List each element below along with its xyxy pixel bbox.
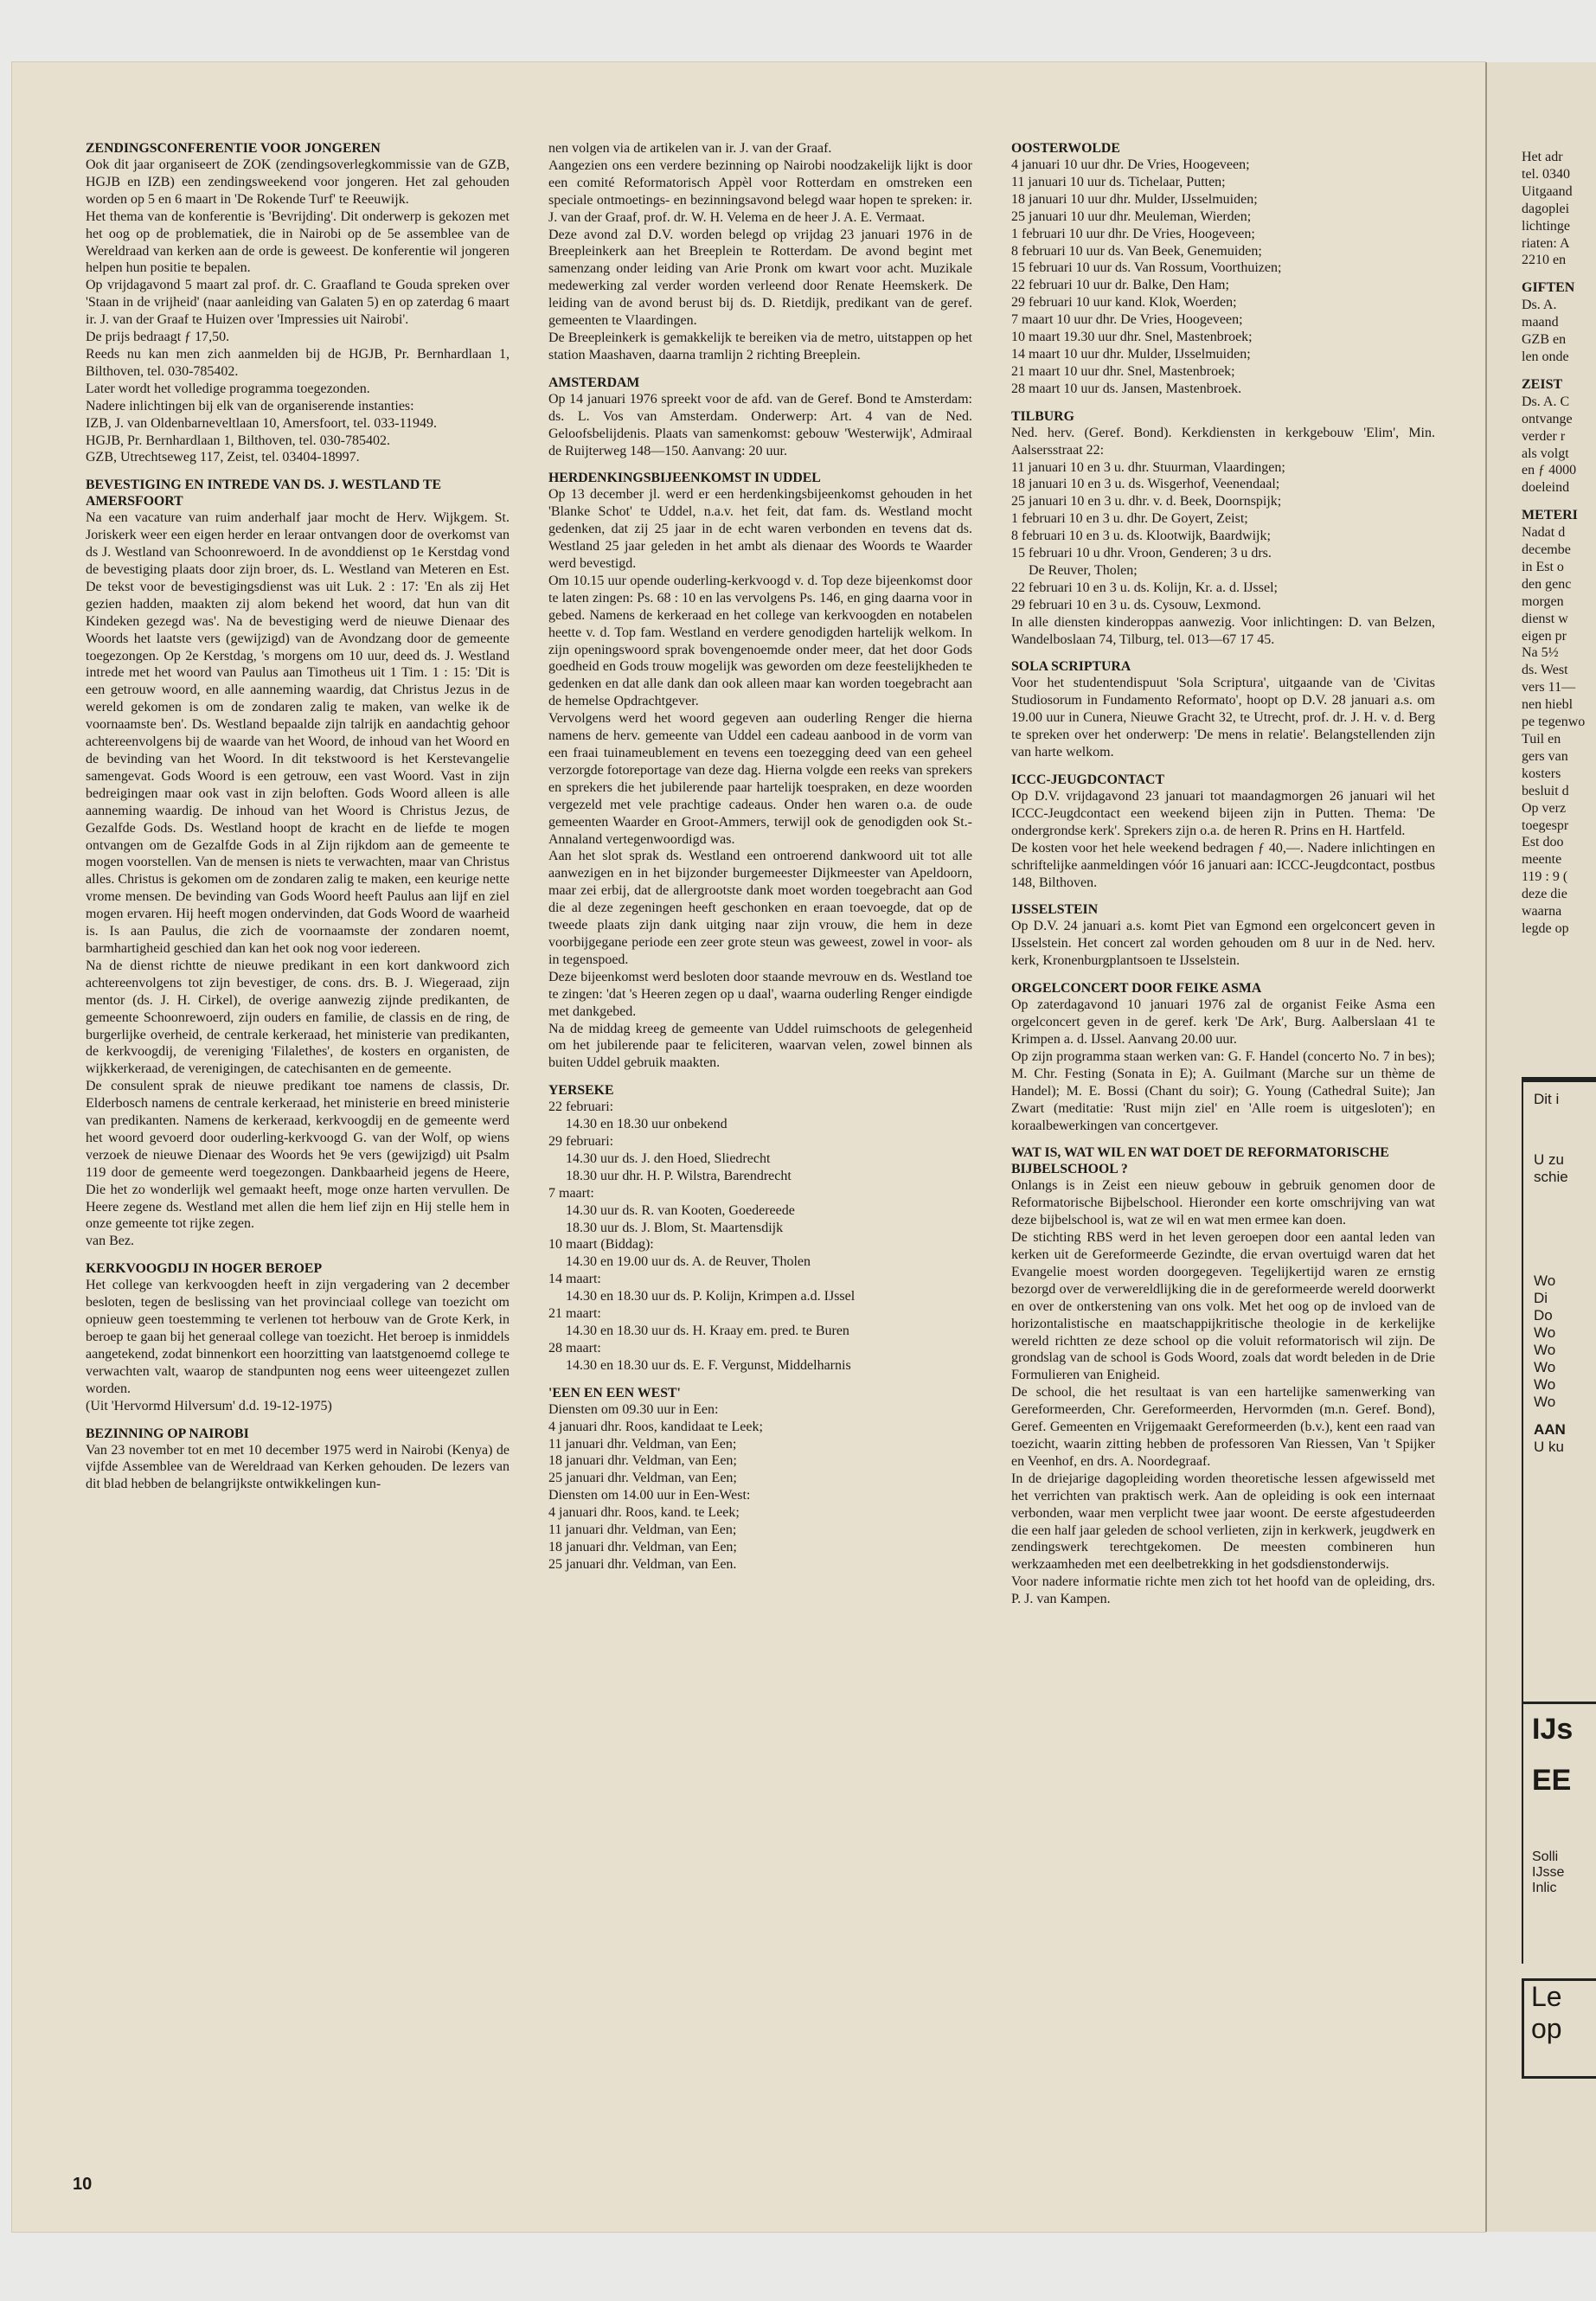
article xyxy=(1011,658,1435,761)
fragment-line: en ƒ 4000 xyxy=(1522,463,1577,478)
article-heading: OOSTERWOLDE xyxy=(1011,141,1120,156)
fragment-heading: ZEIST xyxy=(1522,376,1563,392)
fragment-line: deze die xyxy=(1522,887,1567,902)
article-paragraph: Deze avond zal D.V. worden belegd op vrijdag 23 januari 1976 in de Breepleinkerk aan het Breeplein te Rotterdam. De avond begint met samenzang onder leiding van Arie Pronk om kwart voor acht. Muzikale medewerking zal verder worden verleend door Renate Heemskerk. De leiding van de avond berust bij ds. D. Rietdijk, predikant van de geref. gemeenten te Vlaardingen. xyxy=(548,227,972,329)
schedule-line: 29 februari 10 uur kand. Klok, Woerden; xyxy=(1011,295,1237,311)
ad-text: U zu xyxy=(1534,1151,1564,1168)
ad-day: Wo xyxy=(1534,1324,1556,1341)
oosterwolde-schedule xyxy=(1011,140,1435,398)
schedule-line: 25 januari dhr. Veldman, van Een; xyxy=(548,1471,737,1486)
article-heading: SOLA SCRIPTURA xyxy=(1011,659,1131,675)
fragment-line: Nadat d xyxy=(1522,525,1566,541)
fragment-line: len onde xyxy=(1522,349,1569,364)
article-paragraph: Nadere inlichtingen bij elk van de organiserende instanties: xyxy=(86,398,414,413)
ad-text: schie xyxy=(1534,1169,1568,1185)
fragment-line: Est doo xyxy=(1522,835,1564,850)
article-paragraph: Na een vacature van ruim anderhalf jaar mocht de Herv. Wijkgem. St. Joriskerk weer een eigen herder en leraar ontvangen door de overkomst van ds J. Westland van Schoonrewoerd. In de avonddienst op 1e Kerstdag vond de bevestiging plaats door zijn broer, ds. L. Westland van Meteren en Est. De tekst voor de bevestigingsdienst was uit Luk. 2 : 17: 'En als zij Het gezien hadden, maakten zij alom bekend het woord, dat hun van dit Kindeken gezegd was'. Na de bevestiging werd de nieuwe Dienaar des Woords het laatste vers (gewijzigd) van de Avondzang door de gemeente toegezongen. Op 2e Kerstdag, 's morgens om 10 uur, deed ds. J. Westland intrede met het woord van Paulus aan Timotheus uit 1 Tim. 1 : 15: 'Dit is een getrouw woord, en alle aanneming waardig, dat Christus Jezus in de wereld gekomen is om de zondaren zalig te maken, van welke ik de voornaamste ben'. Ds. Westland bepaalde zijn talrijk en aandachtig gehoor achtereenvolgens bij de waarde van het Woord, de inhoud van het Woord en de bevinding van het Woord. In dit tekstwoord is het Kerstevangelie samengevat. Gods Woord is een getrouw, een vast Woord. Vast in zijn bedreigingen maar ook vast in zijn beloften. Gods Woord alleen is alle aanneming waardig. De inhoud van het Woord is Christus Jezus, de Gezalfde Gods. Ds. Westland hoopt de kracht en de liefde te mogen ontvangen om de Gezalfde Gods in al Zijn rijkdom aan de gemeente te mogen voorstellen. Van de mensen is niets te verwachten, maar van Christus alles. Christus is gekomen om de zondaren zalig te maken, een keurige nette vrome mensen. De bevinding van Gods Woord heeft Paulus aan lijf en ziel mogen ervaren. Hij heeft mogen ondervinden, dat Gods Woord de waarheid is. Is aan Paulus, die zich de voornaamste der zondaren noemt, barmhartigheid geschied dan kan het ook nog voor iedereen. xyxy=(86,510,510,956)
schedule-list xyxy=(548,1401,972,1574)
article xyxy=(1011,980,1435,1134)
article-paragraph: De kosten voor het hele weekend bedragen ƒ 40,—. Nadere inlichtingen en schriftelijke aanmeldingen vóór 16 januari aan: ICCC-Jeugdcontact, postbus 148, Bilthoven. xyxy=(1011,840,1435,890)
ad-text: Solli xyxy=(1532,1849,1559,1864)
newspaper-page xyxy=(12,62,1485,2232)
fragment-line: 2210 en xyxy=(1522,253,1567,268)
article-paragraph: Na de dienst richtte de nieuwe predikant in een kort dankwoord zich achtereenvolgens tot zijn bevestiger, de cons. drs. B. J. Wiegeraad, zijn mentor (ds. J. H. Cirkel), de overige aanwezig zijnde predikanten, de gemeente Schoonrewoerd, zijn ouders en familie, de classis en de ring, de burgerlijke overheid, de centrale kerkeraad, het ministerie van predikanten, de kerkvoogdij, de vereniging 'Filalethes', de kosters en organisten, de wijkkerkeraad, de verenigingen, de catechisanten en de gemeente. xyxy=(86,958,510,1077)
article-paragraph: Later wordt het volledige programma toegezonden. xyxy=(86,381,370,396)
fragment-line: meente xyxy=(1522,852,1562,868)
article-paragraph: van Bez. xyxy=(86,1234,134,1249)
schedule-line: 4 januari dhr. Roos, kandidaat te Leek; xyxy=(548,1419,763,1434)
tilburg-schedule xyxy=(1011,408,1435,649)
ad-headline: IJs xyxy=(1532,1713,1574,1746)
article-paragraph: Op zaterdagavond 10 januari 1976 zal de organist Feike Asma een orgelconcert geven in de geref. kerk 'De Ark', Burg. Aalberslaan 41 te Krimpen a. d. IJssel. Aanvang 20.00 uur. xyxy=(1011,997,1435,1047)
article-paragraph: Reeds nu kan men zich aanmelden bij de HGJB, Pr. Bernhardlaan 1, Bilthoven, tel. 030-785402. xyxy=(86,346,510,379)
ad-day: Wo xyxy=(1534,1376,1556,1393)
schedule-line: 28 maart: xyxy=(548,1340,601,1356)
article-paragraph: Ned. herv. (Geref. Bond). Kerkdiensten in kerkgebouw 'Elim', Min. Aalsersstraat 22: xyxy=(1011,425,1435,458)
article-paragraph: HGJB, Pr. Bernhardlaan 1, Bilthoven, tel. 030-785402. xyxy=(86,433,390,448)
fragment-line: als volgt xyxy=(1522,445,1569,461)
schedule-line: 25 januari dhr. Veldman, van Een. xyxy=(548,1556,737,1572)
schedule-list xyxy=(548,1099,972,1375)
article-paragraph: Van 23 november tot en met 10 december 1975 werd in Nairobi (Kenya) de vijfde Assemblee van de Wereldraad van Kerken gehouden. De lezers van dit blad hebben de belangrijkste ontwikkelingen kun- xyxy=(86,1442,510,1492)
schedule-line: 14.30 en 18.30 uur ds. H. Kraay em. pred. te Buren xyxy=(566,1324,849,1338)
fragment-line: den genc xyxy=(1522,576,1572,592)
schedule-line: 11 januari 10 en 3 u. dhr. Stuurman, Vlaardingen; xyxy=(1011,459,1285,475)
advertisement-box-2 xyxy=(1522,1702,1596,1964)
article-paragraph: nen volgen via de artikelen van ir. J. van der Graaf. xyxy=(548,141,832,156)
article-heading: 'EEN EN EEN WEST' xyxy=(548,1385,681,1400)
fragment-line: nen hiebl xyxy=(1522,697,1574,713)
fragment-line: Ds. A. C xyxy=(1522,394,1570,409)
fragment-line: besluit d xyxy=(1522,783,1569,798)
fragment-line: maand xyxy=(1522,315,1559,330)
article-paragraph: Op vrijdagavond 5 maart zal prof. dr. C. Graafland te Gouda spreken over 'Staan in de vrijheid' (naar aanleiding van Galaten 5) en op zaterdag 6 maart ir. J. van der Graaf te Huizen over 'Impressies uit Nairobi'. xyxy=(86,278,510,328)
schedule-line: 18 januari 10 en 3 u. ds. Wisgerhof, Veenendaal; xyxy=(1011,477,1280,492)
fragment-line: ontvange xyxy=(1522,411,1573,426)
article-heading: ZENDINGSCONFERENTIE VOOR JONGEREN xyxy=(86,141,381,156)
fragment-section xyxy=(1522,507,1596,938)
ad-text: Inlic xyxy=(1532,1881,1557,1895)
schedule-line: 10 maart 19.30 uur dhr. Snel, Mastenbroek; xyxy=(1011,330,1253,345)
ad-day: Wo xyxy=(1534,1359,1556,1375)
fragment-line: in Est o xyxy=(1522,559,1564,574)
fragment-line: ds. West xyxy=(1522,663,1568,678)
article-heading: AMSTERDAM xyxy=(548,375,640,390)
schedule-line: 18.30 uur ds. J. Blom, St. Maartensdijk xyxy=(566,1220,784,1235)
article-paragraph: GZB, Utrechtseweg 117, Zeist, tel. 03404-18997. xyxy=(86,450,360,465)
article xyxy=(548,470,972,1072)
article xyxy=(548,375,972,460)
fragment-section xyxy=(1522,279,1596,366)
schedule-line: 10 maart (Biddag): xyxy=(548,1237,654,1253)
article xyxy=(1011,772,1435,891)
ad-day: Do xyxy=(1534,1307,1553,1324)
article-heading: ICCC-JEUGDCONTACT xyxy=(1011,772,1164,787)
article xyxy=(548,140,972,364)
fragment-text xyxy=(1522,149,1596,948)
article-paragraph: IZB, J. van Oldenbarneveltlaan 10, Amersfoort, tel. 033-11949. xyxy=(86,415,437,431)
schedule-line: 14.30 en 19.00 uur ds. A. de Reuver, Tholen xyxy=(566,1254,811,1270)
schedule-line: 14.30 uur ds. R. van Kooten, Goedereede xyxy=(566,1202,795,1218)
article-paragraph: Op 14 januari 1976 spreekt voor de afd. van de Geref. Bond te Amsterdam: ds. L. Vos van Amsterdam. Onderwerp: Art. 4 van de Ned. Geloofsbelijdenis. Plaats van samenkomst: gebouw 'Westerwijk', Admiraal de Ruijterweg 148—150. Aanvang: 20 uur. xyxy=(548,391,972,458)
article-heading: IJSSELSTEIN xyxy=(1011,902,1099,918)
article xyxy=(86,1426,510,1494)
fragment-line: decembe xyxy=(1522,542,1571,558)
fragment-line: morgen xyxy=(1522,593,1564,609)
schedule-line: 18 januari dhr. Veldman, van Een; xyxy=(548,1539,737,1554)
article-heading: WAT IS, WAT WIL EN WAT DOET DE REFORMATORISCHE BIJBELSCHOOL ? xyxy=(1011,1145,1389,1177)
article-heading: TILBURG xyxy=(1011,408,1074,424)
fragment-line: waarna xyxy=(1522,904,1562,920)
article-paragraph: Aan het slot sprak ds. Westland een ontroerend dankwoord uit tot alle aanwezigen en in het bijzonder burgemeester Dijkmeester van Apeldoorn, maar zei erbij, dat de allergrootste dank moet worden toegebracht aan God die al deze zegeningen heeft geschonken en eraan toevoegde, dat op de tweede plaats zijn dank uitging naar zijn vrouw, die hem in deze voorbijgegane periode een zeer grote steun was geweest, zowel in voor- als in tegenspoed. xyxy=(548,849,972,967)
article xyxy=(86,477,510,1250)
article-paragraph: Het college van kerkvoogden heeft in zijn vergadering van 2 december besloten, tegen de beslissing van het provinciaal college van toezicht om opnieuw geen toestemming te verlenen tot herbouw van de Grote Kerk, in beroep te gaan bij het generaal college van toezicht. Het beroep is inmiddels aangetekend, zodat binnenkort een hoorzitting van laatstgenoemd college te verwachten valt, waarop de standpunten nog eens weer uiteengezet zullen worden. xyxy=(86,1278,510,1396)
article-paragraph: Ook dit jaar organiseert de ZOK (zendingsoverlegkommissie van de GZB, HGJB en IZB) een zendingsweekend voor jongeren. Het zal gehouden worden op 5 en 6 maart in 'De Rokende Turf' te Reeuwijk. xyxy=(86,157,510,207)
fragment-section xyxy=(1522,149,1596,269)
article-paragraph: In alle diensten kinderoppas aanwezig. Voor inlichtingen: D. van Belzen, Wandelboslaan 74, Tilburg, tel. 013—67 17 45. xyxy=(1011,614,1435,647)
article xyxy=(86,1260,510,1414)
ad-day: Wo xyxy=(1534,1394,1556,1410)
article-paragraph: De prijs bedraagt ƒ 17,50. xyxy=(86,330,230,345)
yerseke-schedule xyxy=(548,1082,972,1375)
ad-day: Wo xyxy=(1534,1272,1556,1289)
schedule-line: 14 maart: xyxy=(548,1272,601,1287)
schedule-line: 4 januari dhr. Roos, kand. te Leek; xyxy=(548,1505,740,1521)
schedule-line: 18 januari 10 uur dhr. Mulder, IJsselmuiden; xyxy=(1011,191,1258,207)
fragment-line: Het adr xyxy=(1522,150,1563,164)
fragment-heading: METERI xyxy=(1522,508,1578,523)
article-paragraph: (Uit 'Hervormd Hilversum' d.d. 19-12-1975) xyxy=(86,1398,332,1413)
fragment-line: GZB en xyxy=(1522,332,1567,348)
schedule-line: 21 maart: xyxy=(548,1306,601,1322)
article xyxy=(1011,901,1435,970)
fragment-line: kosters xyxy=(1522,766,1561,781)
page-number: 10 xyxy=(73,2175,93,2194)
schedule-line: 29 februari: xyxy=(548,1134,614,1150)
article-paragraph: In de driejarige dagopleiding worden theoretische lessen afgewisseld met het verrichten van praktisch werk. Aan de opleiding is ook een internaat verbonden, waar men verplicht twee jaar woont. De eerste afgestudeerden die een half jaar geleden de school verlieten, zijn in kerkwerk, jeugdwerk en zendingswerk terechtgekomen. De meesten combineren hun werkzaamheden met een deelbetrekking in het godsdienstonderwijs. xyxy=(1011,1471,1435,1573)
schedule-line: 29 februari 10 en 3 u. ds. Cysouw, Lexmond. xyxy=(1011,597,1261,612)
fragment-line: Ds. A. xyxy=(1522,298,1557,313)
ad-text: IJsse xyxy=(1532,1865,1565,1880)
fragment-line: 119 : 9 ( xyxy=(1522,869,1568,885)
article-paragraph: Na de middag kreeg de gemeente van Uddel ruimschoots de gelegenheid om het jubilerende paar te feliciteren, waarvan velen, zowel binnen als buiten Uddel gebruik maakten. xyxy=(548,1021,972,1071)
article-heading: YERSEKE xyxy=(548,1083,614,1099)
fragment-line: Uitgaand xyxy=(1522,183,1573,199)
fragment-line: tel. 0340 xyxy=(1522,166,1570,182)
article-paragraph: Aangezien ons een verdere bezinning op Nairobi noodzakelijk lijkt is door een comité Reformatorisch Appèl voor Rotterdam en omstreken een speciale ontmoetings- en bezinningsavond belegd waar hopen te spreken: ir. J. van der Graaf, prof. dr. W. H. Velema en de heer J. A. E. Vermaat. xyxy=(548,157,972,225)
article-heading: ORGELCONCERT DOOR FEIKE ASMA xyxy=(1011,981,1262,997)
schedule-line: 25 januari 10 uur dhr. Meuleman, Wierden; xyxy=(1011,208,1252,224)
schedule-line: 8 februari 10 en 3 u. ds. Klootwijk, Baardwijk; xyxy=(1011,529,1271,544)
ad-day: Di xyxy=(1534,1290,1548,1306)
fragment-line: riaten: A xyxy=(1522,235,1570,251)
schedule-line: 18.30 uur dhr. H. P. Wilstra, Barendrecht xyxy=(566,1168,792,1183)
adjacent-page-fragment xyxy=(1485,62,1596,2232)
fragment-line: doeleind xyxy=(1522,480,1570,496)
advertisement-box-3 xyxy=(1522,1978,1596,2079)
schedule-line: 11 januari dhr. Veldman, van Een; xyxy=(548,1436,737,1452)
column-3 xyxy=(1011,140,1435,1618)
article-paragraph: Vervolgens werd het woord gegeven aan ouderling Renger die hierna namens de herv. gemeente van Uddel een cadeau aanbood in de vorm van een fraai tuinameublement en tevens een toezegging deed van een geheel verzorgde fotoreportage van deze dag. Hierna volgde een reeks van sprekers en sprekers die het jubilerende paar hartelijk toespraken, en deze woorden vergezeld met vele prachtige cadeaus. Onder hen waren o.a. de oude gemeenten Waarder en Groot-Ammers, terwijl ook de genodigden ook St.-Annaland vertegenwoordigd was. xyxy=(548,711,972,847)
fragment-line: Na 5½ xyxy=(1522,645,1559,661)
article-paragraph: Voor nadere informatie richte men zich tot het hoofd van de opleiding, drs. P. J. van Kampen. xyxy=(1011,1574,1435,1607)
fragment-line: lichtinge xyxy=(1522,218,1570,234)
schedule-line: 11 januari 10 uur ds. Tichelaar, Putten; xyxy=(1011,174,1226,189)
ad-day: Wo xyxy=(1534,1342,1556,1358)
fragment-heading: GIFTEN xyxy=(1522,280,1575,296)
article-paragraph: Op 13 december jl. werd er een herdenkingsbijeenkomst gehouden in het 'Blanke Schot' te Uddel, n.a.v. het feit, dat fam. ds. Westland mocht gedenken, dat zij 25 jaar in de echt waren verbonden en tevens dat ds. Westland 25 jaar geleden in het ambt als dienaar des Woords te Waarder werd bevestigd. xyxy=(548,487,972,572)
schedule-line: 15 februari 10 uur ds. Van Rossum, Voorthuizen; xyxy=(1011,260,1282,276)
article-paragraph: Op D.V. vrijdagavond 23 januari tot maandagmorgen 26 januari wil het ICCC-Jeugdcontact een weekend bijeen zijn in Putten. Thema: 'De ondergrondse kerk'. Sprekers zijn o.a. de heren R. Prins en H. Hartfeld. xyxy=(1011,789,1435,838)
ad-headline: Le xyxy=(1531,1981,1562,2012)
ad-bold: AAN xyxy=(1534,1421,1566,1438)
schedule-line: Diensten om 14.00 uur in Een-West: xyxy=(548,1488,751,1503)
fragment-line: verder r xyxy=(1522,428,1566,444)
ad-text: U ku xyxy=(1534,1439,1564,1455)
schedule-line: 18 januari dhr. Veldman, van Een; xyxy=(548,1453,737,1469)
schedule-line: 15 februari 10 u dhr. Vroon, Genderen; 3 u drs. xyxy=(1011,546,1272,561)
article-paragraph: De Breepleinkerk is gemakkelijk te bereiken via de metro, uitstappen op het station Maashaven, daarna tramlijn 2 richting Breeplein. xyxy=(548,330,972,362)
schedule-list xyxy=(1011,459,1435,614)
article-paragraph: De consulent sprak de nieuwe predikant toe namens de classis, Dr. Elderbosch namens de centrale kerkeraad, het ministerie en breed ministerie van predikanten. Namens de kerkeraad, kerkvoogdij en de gemeente werd het woord gevoerd door ouderling-kerkvoogd G. van der Wolf, op wiens verzoek de nieuwe Dienaar des Woords het 9e vers (gewijzigd) uit Psalm 119 door de gemeente werd toegezongen. Dankbaarheid jegens de Heere, Die het zo wonderlijk wel gemaakt heeft, moge onze harten vervullen. De Heere zegene ds. Westland met allen die hem lief zijn en Hij stelle hem in onze gemeente tot rijke zegen. xyxy=(86,1079,510,1232)
article-paragraph: Het thema van de konferentie is 'Bevrijding'. Dit onderwerp is gekozen met het oog op de problematiek, die in Nairobi op de 5e assemblee van de Wereldraad van kerken aan de orde is geweest. De konferentie wil jongeren helpen hun positie te bepalen. xyxy=(86,208,510,276)
schedule-line: 7 maart: xyxy=(548,1185,594,1201)
eenwest-schedule xyxy=(548,1385,972,1574)
ad-text: Dit i xyxy=(1534,1091,1560,1107)
schedule-line: 28 maart 10 uur ds. Jansen, Mastenbroek. xyxy=(1011,381,1242,396)
schedule-line: 11 januari dhr. Veldman, van Een; xyxy=(548,1522,737,1538)
schedule-line: 21 maart 10 uur dhr. Snel, Mastenbroek; xyxy=(1011,363,1235,379)
column-1 xyxy=(86,140,510,1503)
fragment-line: Op verz xyxy=(1522,800,1567,816)
schedule-line: 14.30 en 18.30 uur ds. E. F. Vergunst, Middelharnis xyxy=(566,1357,851,1373)
article-paragraph: Onlangs is in Zeist een nieuw gebouw in gebruik genomen door de Reformatorische Bijbelschool. Hieronder een korte omschrijving van wat deze bijbelschool is, wat ze wil en wat men ermee kan doen. xyxy=(1011,1178,1435,1228)
article xyxy=(86,140,510,466)
schedule-line: 22 februari 10 uur dr. Balke, Den Ham; xyxy=(1011,278,1229,293)
schedule-line: 1 februari 10 en 3 u. dhr. De Goyert, Zeist; xyxy=(1011,511,1248,527)
schedule-line: 1 februari 10 uur dhr. De Vries, Hoogeveen; xyxy=(1011,226,1255,241)
article-paragraph: Op D.V. 24 januari a.s. komt Piet van Egmond een orgelconcert geven in IJsselstein. Het concert zal worden gehouden om 8 uur in de Ned. herv. kerk, Kronenburgplantsoen te IJsselstein. xyxy=(1011,919,1435,969)
schedule-line: 22 februari: xyxy=(548,1099,614,1115)
fragment-line: Tuil en xyxy=(1522,732,1561,747)
schedule-line: 14 maart 10 uur dhr. Mulder, IJsselmuiden; xyxy=(1011,346,1251,362)
fragment-line: toegespr xyxy=(1522,817,1569,833)
fragment-section xyxy=(1522,376,1596,497)
ad-headline: EE xyxy=(1532,1764,1572,1797)
schedule-line: De Reuver, Tholen; xyxy=(1029,562,1138,578)
schedule-line: 7 maart 10 uur dhr. De Vries, Hoogeveen; xyxy=(1011,312,1243,328)
schedule-line: 14.30 en 18.30 uur ds. P. Kolijn, Krimpen a.d. IJssel xyxy=(566,1289,856,1304)
schedule-line: 14.30 uur ds. J. den Hoed, Sliedrecht xyxy=(566,1150,771,1166)
ad-headline: op xyxy=(1531,2013,1562,2044)
article-heading: KERKVOOGDIJ IN HOGER BEROEP xyxy=(86,1261,323,1277)
schedule-line: 22 februari 10 en 3 u. ds. Kolijn, Kr. a. d. IJssel; xyxy=(1011,580,1278,595)
schedule-line: 8 februari 10 uur ds. Van Beek, Genemuiden; xyxy=(1011,243,1262,259)
article-heading: HERDENKINGSBIJEENKOMST IN UDDEL xyxy=(548,471,821,486)
fragment-line: legde op xyxy=(1522,920,1569,936)
fragment-line: dienst w xyxy=(1522,611,1568,626)
column-2 xyxy=(548,140,972,1584)
schedule-line: Diensten om 09.30 uur in Een: xyxy=(548,1401,719,1417)
schedule-line: 25 januari 10 en 3 u. dhr. v. d. Beek, Doornspijk; xyxy=(1011,494,1282,510)
article-heading: BEZINNING OP NAIROBI xyxy=(86,1426,249,1441)
article-paragraph: De stichting RBS werd in het leven geroepen door een aantal leden van kerken uit de Gereformeerde Gezindte, die ervan overtuigd waren dat het Evangelie moest worden doorgegeven. Tegelijkertijd waren ze ernstig bezorgd over de verwereldlijking die in de gereformeerde wereld doorwerkt en over de ontkerstening van ons volk. Met het oog op de invloed van de horizontalistische en maatschappijkritische theologie in de kerkelijke wereld richtten ze deze school op die voluit reformatorisch wil zijn. De grondslag van de school is Gods Woord, zoals dat wordt beleden in de Drie Formulieren van Enigheid. xyxy=(1011,1230,1435,1383)
article-paragraph: De school, die het resultaat is van een hartelijke samenwerking van Gereformeerden, Chr. Gereformeerden, Hervormden (m.n. Geref. Bond), Geref. Gemeenten en Vrijgemaakt Gereformeerden (b.v.), kent een raad van toezicht, waarin zitting hebben de professoren Van Riessen, Van 't Spijker en Veenhof, en drs. A. Noordegraaf. xyxy=(1011,1385,1435,1469)
article-paragraph: Deze bijeenkomst werd besloten door staande mevrouw en ds. Westland toe te zingen: 'dat 's Heeren zegen op u daal', waarna ouderling Renger eindigde met dankgebed. xyxy=(548,969,972,1019)
fragment-line: pe tegenwo xyxy=(1522,715,1586,730)
fragment-line: vers 11— xyxy=(1522,680,1576,695)
fragment-line: eigen pr xyxy=(1522,628,1567,644)
schedule-line: 14.30 en 18.30 uur onbekend xyxy=(566,1117,727,1132)
article-paragraph: Op zijn programma staan werken van: G. F. Handel (concerto No. 7 in bes); M. Chr. Festing (Sonata in E); A. Guilmant (Marche sur un thème de Handel); M. E. Bossi (Chant du soir); G. Young (Cathedral Suite); Jan Zwart (meditatie: 'Rust mijn ziel' en 'Alle roem is uitgesloten'); en koraalbewerkingen van concertgever. xyxy=(1011,1048,1435,1133)
article-heading: BEVESTIGING EN INTREDE VAN DS. J. WESTLAND TE AMERSFOORT xyxy=(86,478,441,510)
article-paragraph: Voor het studentendispuut 'Sola Scriptura', uitgaande van de 'Civitas Studiosorum in Fundamento Reformato', hoopt op D.V. 28 januari a.s. om 19.00 uur in Cunera, Nieuwe Gracht 32, te Utrecht, prof. dr. J. H. v. d. Berg te spreken over het onderwerp: 'De mens in relatie'. Belangstellenden zijn van harte welkom. xyxy=(1011,676,1435,760)
article-paragraph: Om 10.15 uur opende ouderling-kerkvoogd v. d. Top deze bijeenkomst door te laten zingen: Ps. 68 : 10 en las vervolgens Ps. 146, en ging daarna voor in gebed. Namens de kerkeraad en het college van kerkvoogden en notabelen heette v. d. Top fam. Westland en verdere genodigden hartelijk welkom. In zijn openingswoord sprak bovengenoemde onder meer, dat het door Gods goedheid en Gods trouw mogelijk was geworden om deze feestelijkheden te gedenken en dat alle dank dan ook alleen maar kan worden toegebracht aan de hemelse Opdrachtgever. xyxy=(548,573,972,709)
fragment-line: gers van xyxy=(1522,748,1568,764)
article xyxy=(1011,1144,1435,1608)
schedule-list xyxy=(1011,157,1435,398)
advertisement-box xyxy=(1522,1077,1596,1705)
schedule-line: 4 januari 10 uur dhr. De Vries, Hoogeveen; xyxy=(1011,157,1250,172)
fragment-line: dagoplei xyxy=(1522,201,1570,216)
